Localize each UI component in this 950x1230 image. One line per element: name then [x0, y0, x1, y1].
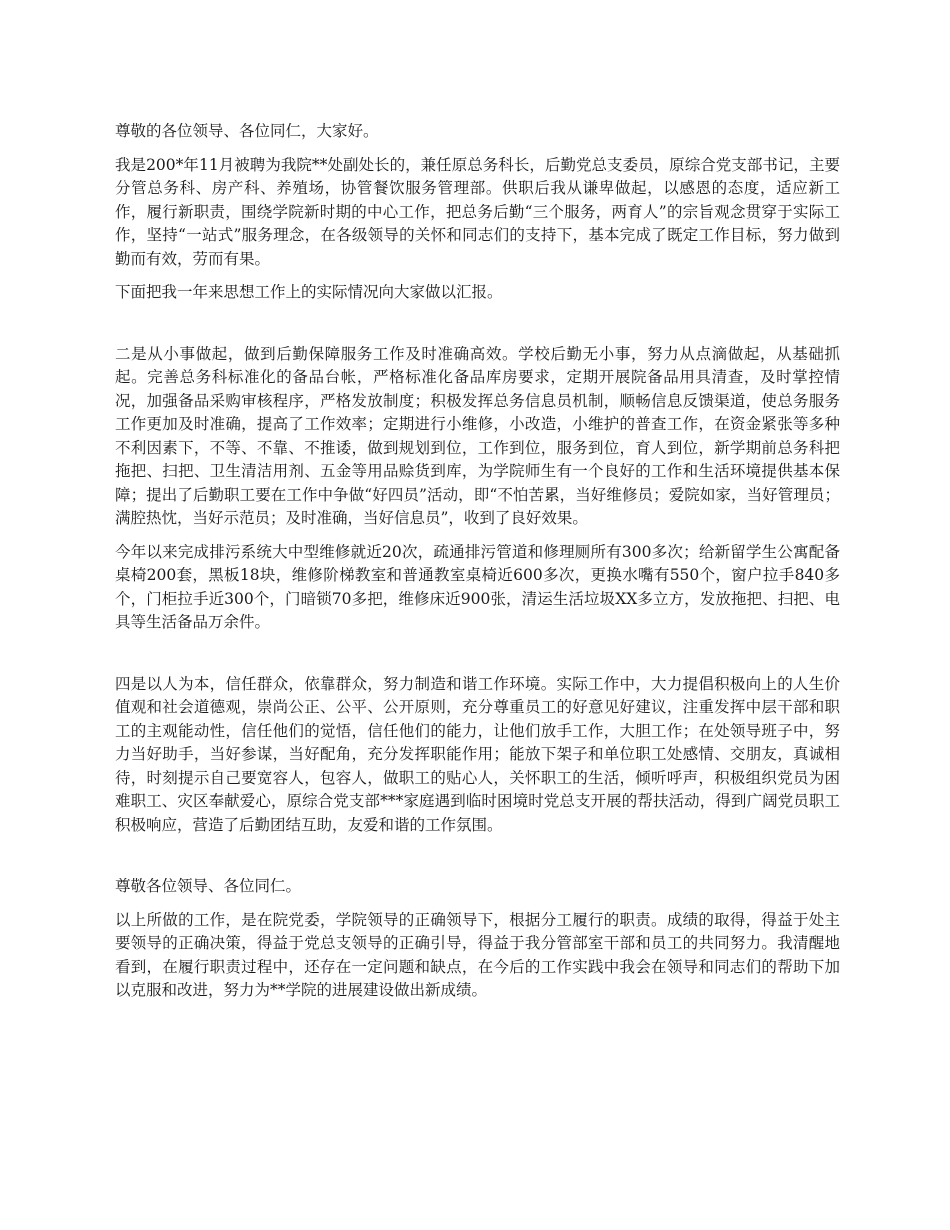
section-two-paragraph: 二是从小事做起，做到后勤保障服务工作及时准确高效。学校后勤无小事，努力从点滴做起，从基础抓起。完善总务科标准化的备品台帐，严格标准化备品库房要求，定期开展院备品用具清查，及时掌控情况，加强备品采购审核程序，严格发放制度；积极发挥总务信息员机制，顺畅信息反馈渠道，使总务服务工作更加及时准确，提高了工作效率；定期进行小维修，小改造，小维护的普查工作，在资金紧张等多种不利因素下，不等、不靠、不推诿，做到规划到位，工作到位，服务到位，育人到位，新学期前总务科把拖把、扫把、卫生清洁用剂、五金等用品赊货到库，为学院师生有一个良好的工作和生活环境提供基本保障；提出了后勤职工要在工作中争做“好四员”活动，即“不怕苦累，当好维修员；爱院如家，当好管理员；满腔热忱，当好示范员；及时准确，当好信息员”，收到了良好效果。 — [115, 344, 840, 527]
conclusion-paragraph: 以上所做的工作，是在院党委，学院领导的正确领导下，根据分工履行的职责。成绩的取得，得益于处主要领导的正确决策，得益于党总支领导的正确引导，得益于我分管部室干部和员工的共同努力。我清醒地看到，在履行职责过程中，还存在一定问题和缺点，在今后的工作实践中我会在领导和同志们的帮助下加以克服和改进，努力为**学院的进展建设做出新成绩。 — [115, 910, 840, 999]
section-four-paragraph: 四是以人为本，信任群众，依靠群众，努力制造和谐工作环境。实际工作中，大力提倡积极向上的人生价值观和社会道德观，崇尚公正、公平、公开原则，充分尊重员工的好意见好建议，注重发挥中层干部和职工的主观能动性，信任他们的觉悟，信任他们的能力，让他们放手工作，大胆工作；在处领导班子中，努力当好助手，当好参谋，当好配角，充分发挥职能作用；能放下架子和单位职工处感情、交朋友，真诚相待，时刻提示自己要宽容人，包容人，做职工的贴心人，关怀职工的生活，倾听呼声，积极组织党员为困难职工、灾区奉献爱心，原综合党支部***家庭遇到临时困境时党总支开展的帮扶活动，得到广阔党员职工积极响应，营造了后勤团结互助，友爱和谐的工作氛围。 — [115, 674, 840, 834]
closing-greeting-paragraph: 尊敬各位领导、各位同仁。 — [115, 877, 302, 895]
greeting-paragraph: 尊敬的各位领导、各位同仁，大家好。 — [115, 122, 379, 140]
statistics-paragraph: 今年以来完成排污系统大中型维修就近20次，疏通排污管道和修理厕所有300多次；给新留学生公寓配备桌椅200套，黑板18块，维修阶梯教室和普通教室桌椅近600多次，更换水嘴有550个，窗户拉手840多个，门柜拉手近300个，门暗锁70多把，维修床近900张，清运生活垃圾XX多立方，发放拖把、扫把、电具等生活备品万余件。 — [115, 542, 840, 631]
report-lead-paragraph: 下面把我一年来思想工作上的实际情况向大家做以汇报。 — [115, 283, 503, 301]
document-body — [115, 120, 840, 1013]
intro-paragraph: 我是200*年11月被聘为我院**处副处长的，兼任原总务科长，后勤党总支委员，原综合党支部书记，主要分管总务科、房产科、养殖场，协管餐饮服务管理部。供职后我从谦卑做起，以感恩的态度，适应新工作，履行新职责，围绕学院新时期的中心工作，把总务后勤“三个服务，两育人”的宗旨观念贯穿于实际工作，坚持“一站式”服务理念，在各级领导的关怀和同志们的支持下，基本完成了既定工作目标，努力做到勤而有效，劳而有果。 — [115, 155, 840, 268]
